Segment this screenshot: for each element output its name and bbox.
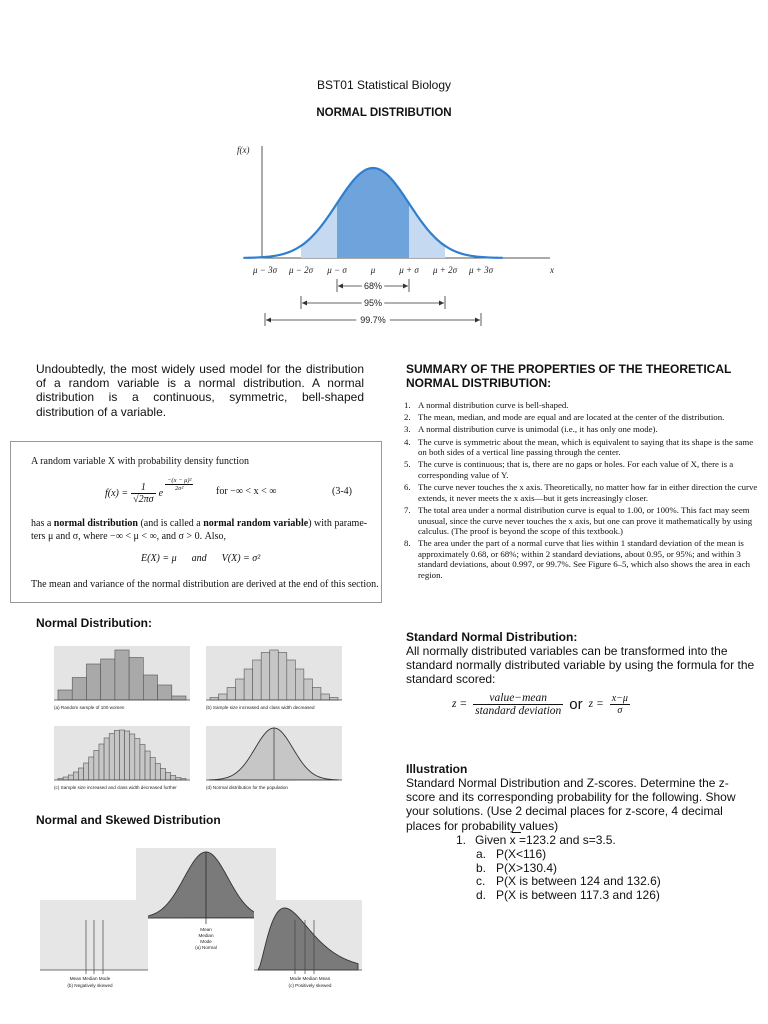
z1-numerator: value−mean [473,692,563,705]
histogram-bar [295,669,304,700]
properties-list [404,400,759,582]
given-number: 1. [456,833,467,847]
histogram-bar [227,688,236,701]
property-item: 4. The curve is symmetric about the mean, which is equivalent to saying that its shape is the same on both sides of a vertical line passing through the center. [404,436,754,458]
density-formula [105,478,193,508]
property-item: 7. The total area under a normal distribution curve is equal to 1.00, or 100%. This fact may seem unusual, since the curve never touches the x axis, but one can prove it mathematically by using calculus. (The proof is beyond the scope of this textbook.) [404,504,753,537]
exponent-numerator: −(x − μ)² [167,476,192,484]
x-tick-label: μ − 2σ [288,265,314,275]
arrowhead-left [266,318,271,323]
y-axis-label: f(x) [237,145,250,155]
z1-denominator: standard deviation [475,704,562,717]
histogram-bar [171,776,176,781]
formula-lhs: f(x) = [105,487,129,499]
normal-mean-label: Mean [200,927,212,932]
histogram-bar [321,694,330,700]
list-item: a. P(X<116) [476,847,547,861]
histogram-bar [287,660,296,700]
histogram-bar [86,664,100,700]
property-item: 1. A normal distribution curve is bell-shaped. [404,400,569,410]
histogram-bar [94,751,99,781]
x-tick-label: μ + 3σ [468,265,494,275]
given-line: Given x =123.2 and s=3.5. [475,833,616,847]
normal-median-label: Median [198,933,214,938]
z-fraction-2 [610,693,630,716]
histogram-bar [160,769,165,781]
arrowhead-left [302,301,307,306]
histogram-bar [84,763,89,780]
arrowhead-right [439,301,444,306]
x-tick-label: μ + σ [399,265,419,275]
area-1sigma [337,168,409,258]
histogram-bar [145,751,150,780]
formula-fraction [131,482,155,505]
arrowhead-right [475,318,480,323]
illustration-heading: Illustration [406,762,468,776]
z2-numerator: x−μ [611,692,628,704]
list-item: b. P(X>130.4) [476,860,558,875]
histogram-bar [140,745,145,781]
caption-a: (a) Random sample of 100 women [54,705,125,710]
property-item: 3. A normal distribution curve is unimodal (i.e., it has only one mode). [404,424,658,435]
property-item: 8. The area under the part of a normal curve that lies within 1 standard deviation of the mean is approximately 0.68, or 68%; within 2 standard deviations, about 0.95, or 95%; and within 3 standard deviations, about 0.997, or 99.7%. See Figure 6–5, which also shows the area in each region. [404,538,751,581]
histogram-bar [130,734,135,780]
histogram-bar [155,764,160,781]
summary-title: SUMMARY OF THE PROPERTIES OF THE THEORETICAL NORMAL DISTRIBUTION: [406,362,732,390]
list-item: c. P(X is between 124 and 132.6) [476,874,661,889]
term-normal-distribution: normal distribution [53,518,138,529]
histogram-a [50,636,200,712]
histogram-bar [270,650,279,700]
histogram-bar [58,690,72,700]
histogram-bar [114,731,119,781]
range-label: 68% [363,281,383,291]
normal-distribution-heading: Normal Distribution: [36,616,152,630]
course-title: BST01 Statistical Biology [316,78,452,92]
property-item: 2. The mean, median, and mode are equal and are located at the center of the distribution. [404,412,725,423]
list-item: d. P(X is between 117.3 and 126) [476,887,660,902]
property-item: 6. The curve never touches the x axis. Theoretically, no matter how far in either direction the curve extends, it never meets the x axis—but it gets increasingly closer. [404,482,758,503]
x-tick-label: x [550,265,554,275]
term-normal-random-variable: normal random variable [203,518,309,529]
histogram-bar [158,685,172,700]
standard-normal-text: All normally distributed variables can be transformed into the standard normally distributed variable by using the formula for the standard scored: [406,644,755,687]
caption-c: (c) Sample size increased and class width decreased further [54,785,177,790]
definition-line-2: has a normal distribution (and is called a normal random variable) with parame- [31,518,368,529]
histogram-bar [119,730,124,780]
histogram-bar [73,772,78,780]
z2-denominator: σ [617,704,623,716]
arrowhead-left [338,284,343,289]
histogram-bar [101,659,115,700]
range-label: 99.7% [360,315,386,325]
or-word: or [569,695,583,713]
definition-line-3: ters μ and σ, where −∞ < μ < ∞, and σ > 0. Also, [31,531,226,542]
skew-figure [36,840,366,1000]
exponent-fraction [165,477,193,492]
definition-box [10,441,382,603]
histogram-bar [135,739,140,781]
equation-number: (3-4) [332,486,352,497]
x-bar-overline [512,832,521,833]
exp-base: e [158,487,164,499]
histogram-bar [104,738,109,780]
x-tick-label: μ − σ [327,265,347,275]
histogram-b [202,636,352,712]
histogram-bar [78,768,83,780]
histogram-bar [89,757,94,780]
fraction-numerator: 1 [131,482,155,494]
histogram-c [50,716,200,804]
negative-caption: (b) Negatively skewed [67,983,113,988]
arrowhead-right [403,284,408,289]
skewed-heading: Normal and Skewed Distribution [36,813,221,827]
z-score-formula [452,686,752,722]
z-fraction-1 [473,692,563,717]
normal-curve-figure [220,138,580,330]
histogram-bar [109,734,114,781]
fraction-denominator: √2πσ [133,493,154,505]
range-label: 95% [363,298,383,308]
illustration-items [476,848,661,902]
negative-lines-label: Mean Median Mode [69,976,111,981]
page-title: NORMAL DISTRIBUTION [316,107,452,119]
histogram-bar [261,653,270,701]
positive-caption: (c) Positively skewed [288,983,332,988]
formula-condition: for −∞ < x < ∞ [216,486,277,497]
histogram-bar [125,731,130,780]
caption-d: (d) Normal distribution for the population [206,785,288,790]
x-tick-label: μ − 3σ [252,265,278,275]
histogram-bar [304,679,313,700]
histogram-bar [72,678,86,701]
histogram-bar [219,694,228,700]
z-symbol-1: z = [452,698,468,710]
histogram-bar [278,653,287,701]
histogram-bar [143,675,157,700]
illustration-text: Standard Normal Distribution and Z-scores. Determine the z-score and its corresponding probability for the following. Show your solutions. (Use 2 decimal places for z-score, 4 decimal places for probability values) [406,776,736,833]
z-symbol-2: z = [588,698,604,710]
x-tick-label: μ + 2σ [432,265,458,275]
definition-line-1: A random variable X with probability density function [31,456,250,467]
histogram-bar [115,650,129,700]
intro-paragraph: Undoubtedly, the most widely used model for the distribution of a random variable is a normal distribution. A normal distribution is a continuous, symmetric, bell-shaped distribution of a variable. [36,362,364,419]
histogram-bar [150,758,155,781]
histogram-bar [236,679,245,700]
property-item: 5. The curve is continuous; that is, there are no gaps or holes. For each value of X, there is a corresponding value of Y. [404,459,734,480]
normal-mode-label: Mode [200,939,212,944]
standard-normal-heading: Standard Normal Distribution: [406,630,578,644]
exponent-denominator: 2σ² [175,484,184,492]
histogram-bar [244,669,253,700]
population-curve-d [202,716,352,804]
normal-caption: (a) Normal [195,945,217,950]
positive-lines-label: Mode Median Mean [289,976,331,981]
histogram-bar [253,660,262,700]
histogram-bar [166,773,171,781]
histogram-bar [68,775,73,780]
histogram-bar [312,688,321,701]
histogram-bar [129,658,143,701]
moments-formula: E(X) = μ and V(X) = σ² [141,553,261,564]
histogram-bar [172,696,186,700]
histogram-bar [63,777,68,780]
x-tick-label: μ [370,265,376,275]
definition-footer: The mean and variance of the normal distribution are derived at the end of this section. [31,579,379,590]
histogram-bar [99,744,104,780]
caption-b: (b) Sample size increased and class width decreased [206,705,315,710]
